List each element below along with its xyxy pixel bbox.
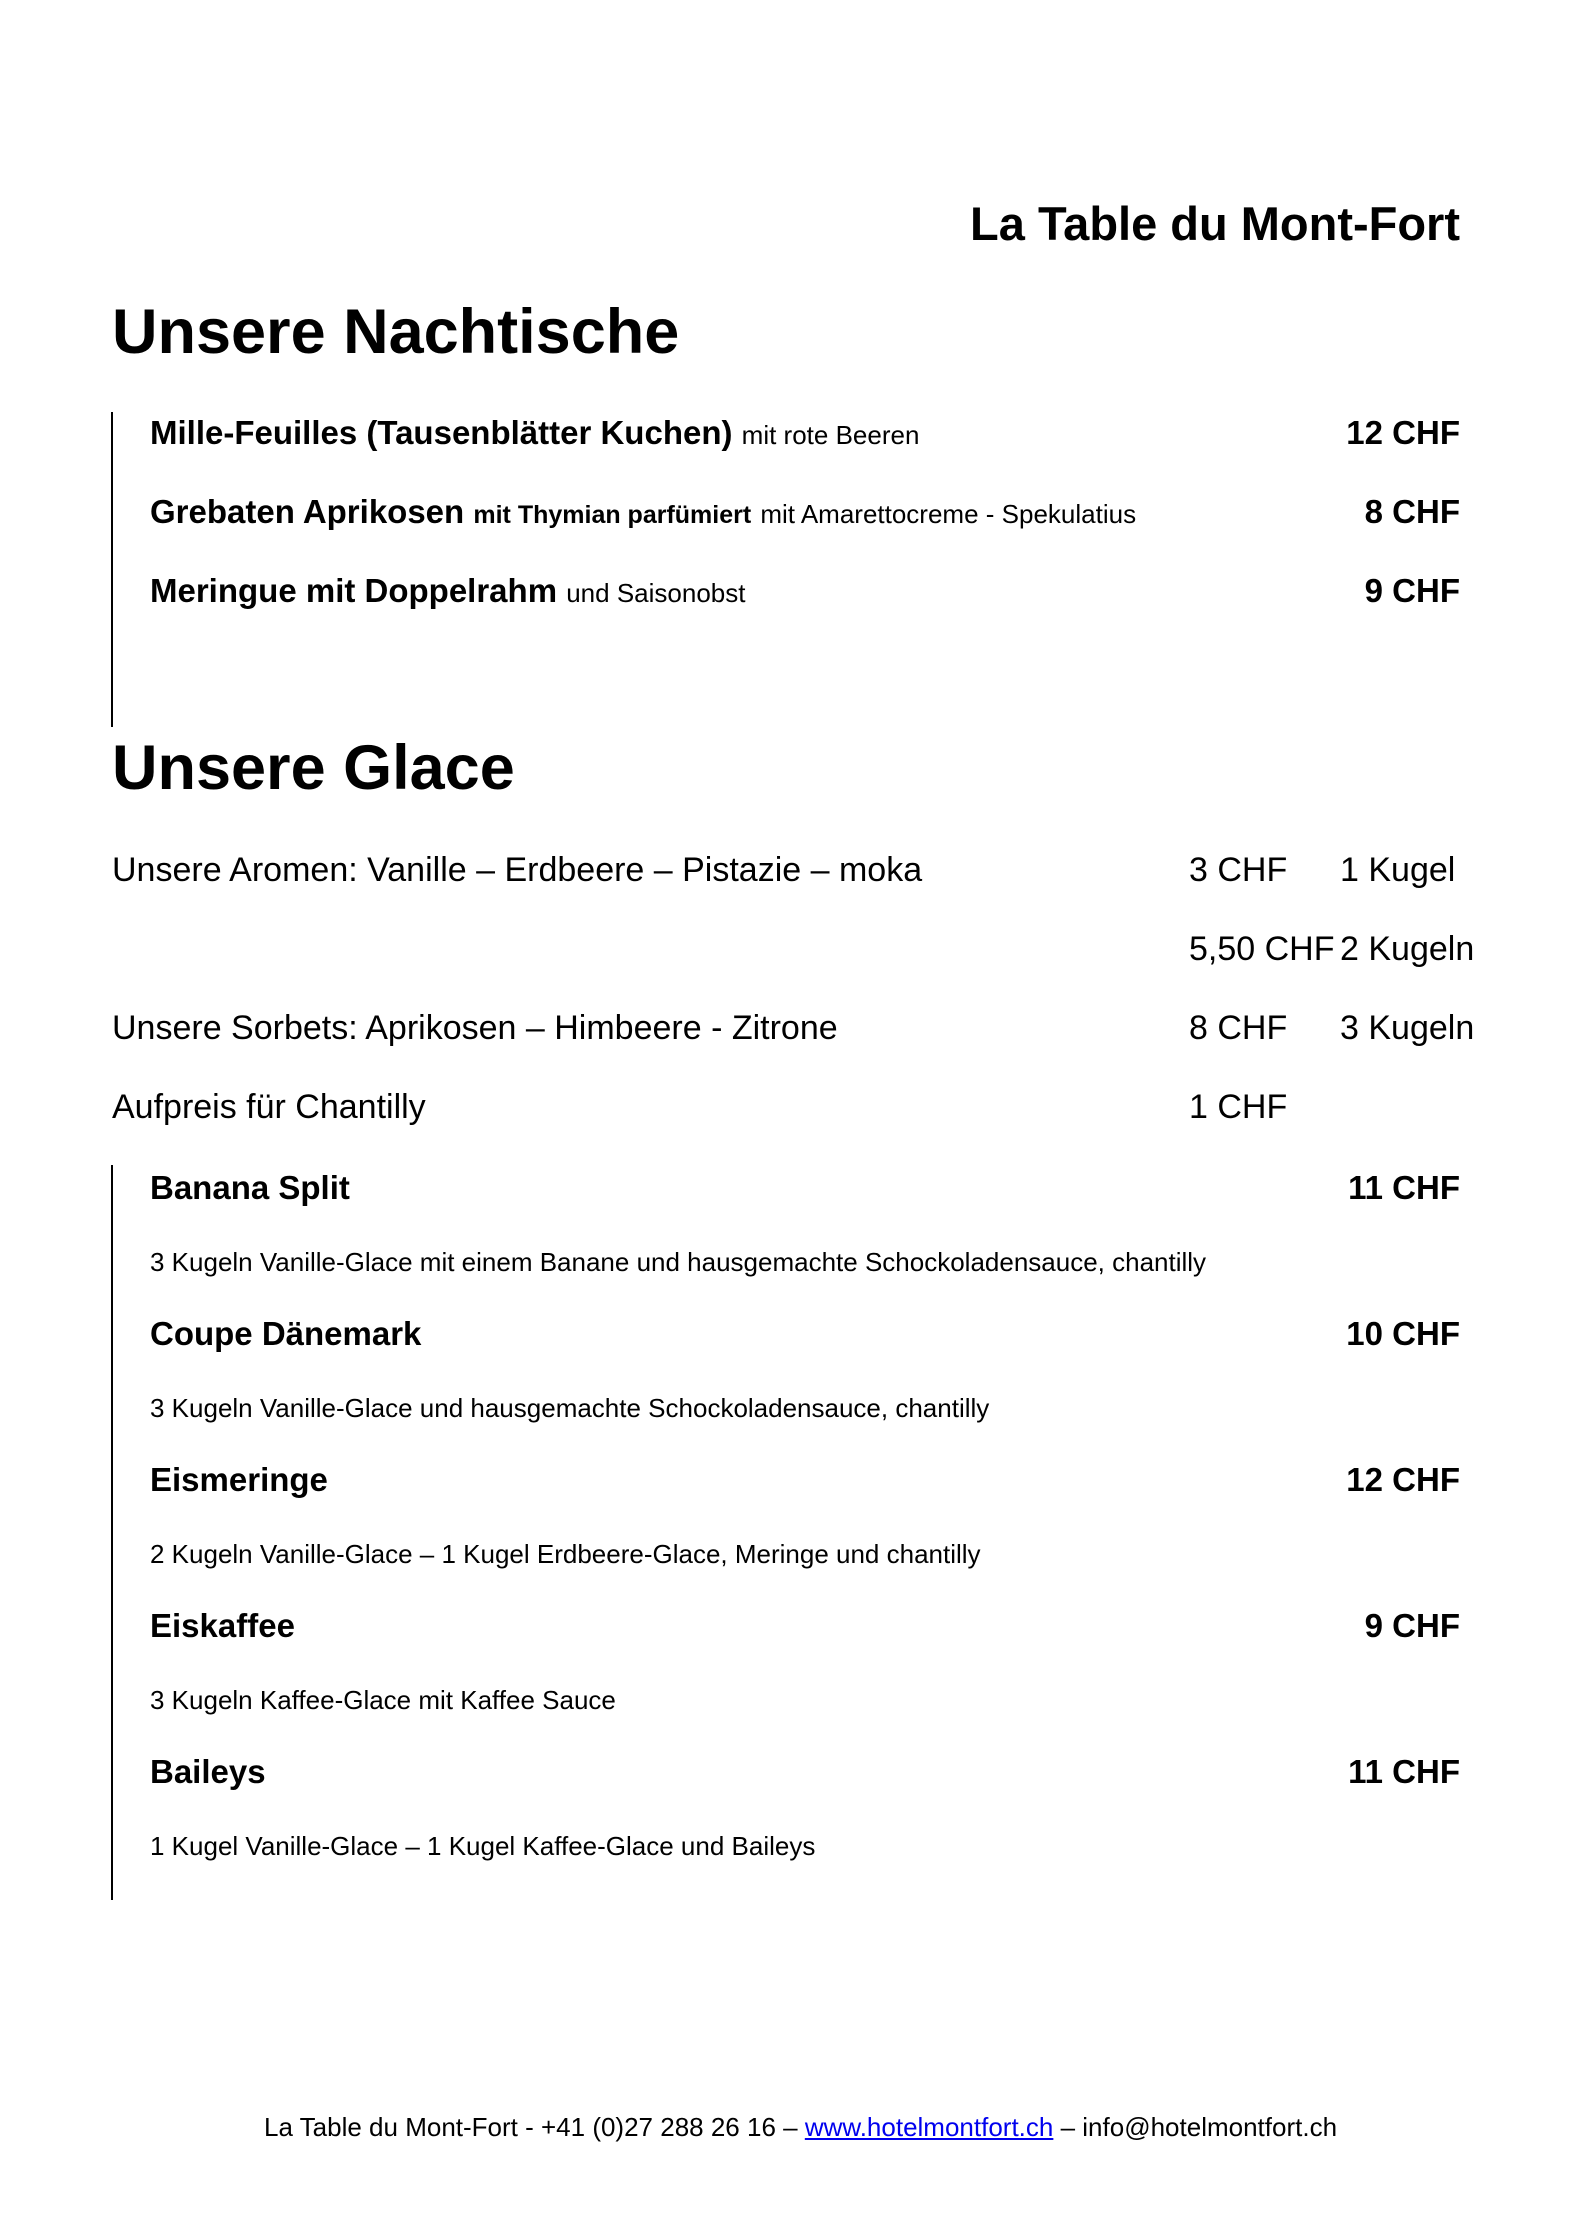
dessert-price: 9 CHF xyxy=(1364,572,1460,609)
footer xyxy=(264,2112,1337,2143)
coupe-price: 11 CHF xyxy=(1348,1753,1460,1790)
coupe-name xyxy=(150,1315,421,1353)
coupe-price: 9 CHF xyxy=(1364,1607,1460,1644)
coupe-name xyxy=(150,1753,266,1791)
dessert-price: 8 CHF xyxy=(1364,493,1460,530)
coupes-divider xyxy=(111,1165,113,1900)
glace-row-price: 8 CHF xyxy=(1189,1009,1288,1047)
dessert-detail: und Saisonobst xyxy=(566,578,746,608)
coupe-desc: 1 Kugel Vanille-Glace – 1 Kugel Kaffee-Glace und Baileys xyxy=(150,1831,816,1861)
coupe-price: 11 CHF xyxy=(1348,1169,1460,1206)
coupe-name xyxy=(150,1461,328,1499)
glace-row-label: Unsere Aromen: Vanille – Erdbeere – Pistazie – moka xyxy=(112,851,923,889)
desserts-divider xyxy=(111,412,113,727)
dessert-bold-extra: mit Thymian parfümiert xyxy=(473,501,752,529)
coupe-name xyxy=(150,1607,295,1645)
dessert-name: Meringue mit Doppelrahm xyxy=(150,572,558,609)
dessert-item xyxy=(150,414,919,452)
coupe-name-text: Banana Split xyxy=(150,1169,350,1206)
coupe-name-text: Coupe Dänemark xyxy=(150,1315,422,1352)
coupe-price: 10 CHF xyxy=(1346,1315,1460,1352)
footer-prefix: La Table du Mont-Fort - +41 (0)27 288 26 16 – xyxy=(264,2112,805,2142)
coupe-name xyxy=(150,1169,350,1207)
glace-row-label: Aufpreis für Chantilly xyxy=(112,1088,426,1126)
dessert-detail: mit Amarettocreme - Spekulatius xyxy=(760,499,1137,529)
coupe-price: 12 CHF xyxy=(1346,1461,1460,1498)
coupe-name-text: Eiskaffee xyxy=(150,1607,295,1644)
glace-heading: Unsere Glace xyxy=(112,733,515,803)
dessert-name: Mille-Feuilles (Tausenblätter Kuchen) xyxy=(150,414,733,451)
dessert-item xyxy=(150,572,745,610)
footer-suffix: – info@hotelmontfort.ch xyxy=(1053,2112,1338,2142)
glace-row-price: 3 CHF xyxy=(1189,851,1288,889)
dessert-price: 12 CHF xyxy=(1346,414,1460,451)
glace-row-price: 5,50 CHF xyxy=(1189,930,1335,968)
desserts-heading: Unsere Nachtische xyxy=(112,297,680,367)
coupe-desc: 3 Kugeln Kaffee-Glace mit Kaffee Sauce xyxy=(150,1685,616,1715)
coupe-desc: 2 Kugeln Vanille-Glace – 1 Kugel Erdbeere-Glace, Meringe und chantilly xyxy=(150,1539,981,1569)
website-link[interactable]: www.hotelmontfort.ch xyxy=(804,2112,1054,2142)
glace-row-qty: 2 Kugeln xyxy=(1340,930,1475,968)
coupe-name-text: Eismeringe xyxy=(150,1461,328,1498)
restaurant-name: La Table du Mont-Fort xyxy=(970,197,1460,250)
coupe-desc: 3 Kugeln Vanille-Glace und hausgemachte Schockoladensauce, chantilly xyxy=(150,1393,990,1423)
glace-row-qty: 3 Kugeln xyxy=(1340,1009,1475,1047)
coupe-name-text: Baileys xyxy=(150,1753,266,1790)
glace-row-label: Unsere Sorbets: Aprikosen – Himbeere - Zitrone xyxy=(112,1009,838,1047)
glace-row-price: 1 CHF xyxy=(1189,1088,1288,1126)
dessert-item xyxy=(150,493,1136,531)
dessert-detail: mit rote Beeren xyxy=(741,420,920,450)
coupe-desc: 3 Kugeln Vanille-Glace mit einem Banane und hausgemachte Schockoladensauce, chantilly xyxy=(150,1247,1207,1277)
dessert-name: Grebaten Aprikosen xyxy=(150,493,465,530)
glace-row-qty: 1 Kugel xyxy=(1340,851,1456,889)
